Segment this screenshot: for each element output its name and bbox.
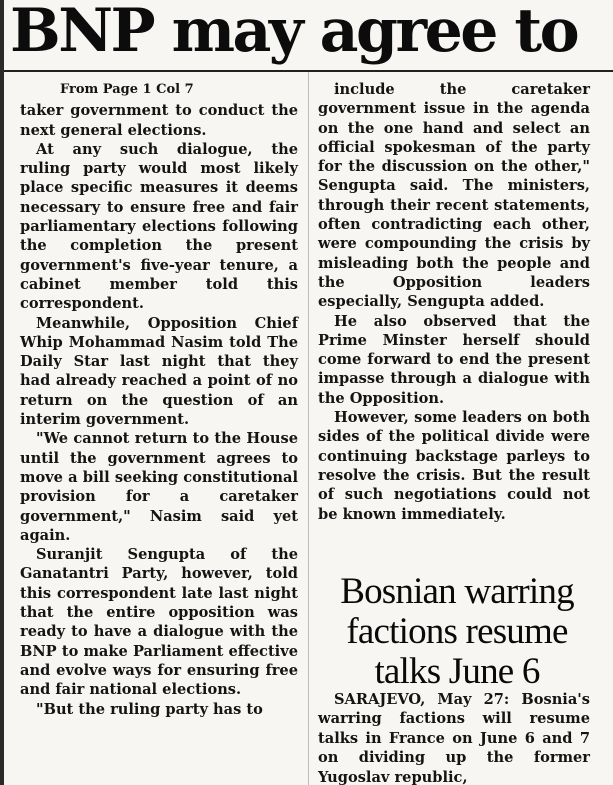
second-story — [318, 690, 590, 785]
second-story-body: SARAJEVO, May 27: Bosnia's warring factions will resume talks in France on June 6 and 7 on dividing up the former Yugoslav republic, — [318, 691, 590, 785]
headline: BNP may agree to — [10, 0, 578, 66]
paragraph: However, some leaders on both sides of the political divide were continuing backstage parleys to resolve the crisis. But the result of such negotiations could not be known immediately. — [318, 409, 590, 523]
paragraph: "We cannot return to the House until the government agrees to move a bill seeking constitutional provision for a caretaker government," Nasim said yet again. — [20, 430, 298, 544]
paragraph: taker government to conduct the next general elections. — [20, 102, 298, 139]
column-divider — [308, 72, 309, 785]
jump-line: From Page 1 Col 7 — [60, 82, 194, 97]
paragraph: Suranjit Sengupta of the Ganatantri Party, however, told this correspondent late last night that the entire opposition was ready to have a dialogue with the BNP to make Parliament effective and evolve ways for ensuring free and fair national elections. — [20, 546, 298, 699]
right-column — [318, 80, 590, 524]
left-column — [20, 80, 298, 719]
paragraph: Meanwhile, Opposition Chief Whip Mohammad Nasim told The Daily Star last night that they had already reached a point of no return on the question of an interim government. — [20, 314, 298, 429]
paragraph: At any such dialogue, the ruling party would most likely place specific measures it deems necessary to ensure free and fair parliamentary elections following the completion the present government's five-year tenure, a cabinet member told this correspondent. — [20, 140, 298, 313]
paragraph: "But the ruling party has to — [36, 700, 263, 718]
second-story-headline: Bosnian warring factions resume talks June 6 — [340, 571, 574, 692]
paragraph: He also observed that the Prime Minster herself should come forward to end the present impasse through a dialogue with the Opposition. — [318, 312, 590, 407]
paragraph: include the caretaker government issue in the agenda on the one hand and select an official spokesman of the party for the discussion on the other," Sengupta said. The ministers, through their recent statements, often contradicting each other, were compounding the crisis by misleading both the people and the Opposition leaders especially, Sengupta added. — [318, 81, 590, 311]
